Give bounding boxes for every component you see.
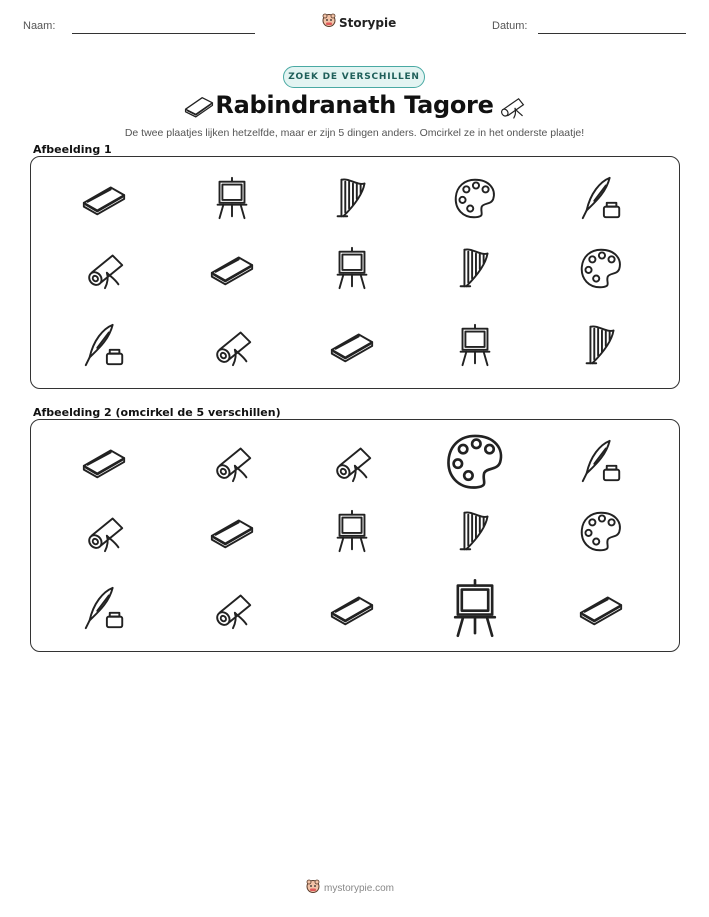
picture-1-cell-r2-c5: [577, 246, 625, 294]
palette-icon: [577, 244, 625, 297]
picture-2-cell-r1-c4[interactable]: [442, 430, 508, 496]
easel-icon: [208, 174, 256, 227]
date-label: Datum:: [492, 20, 528, 32]
harp-icon: [577, 321, 625, 374]
picture-1-cell-r1-c2: [208, 176, 256, 224]
easel-icon: [328, 507, 376, 560]
picture-1-cell-r3-c1: [80, 323, 128, 371]
palette-icon: [577, 507, 625, 560]
easel-icon: [328, 244, 376, 297]
picture-2-cell-r2-c4[interactable]: [451, 509, 499, 557]
book-icon: [208, 507, 256, 560]
picture-2-cell-r2-c5[interactable]: [577, 509, 625, 557]
harp-icon: [451, 244, 499, 297]
scroll-icon: [208, 321, 256, 374]
storypie-mascot-icon: [322, 13, 336, 32]
footer: [306, 879, 394, 898]
book-icon: [328, 321, 376, 374]
picture-1-label: Afbeelding 1: [33, 143, 112, 156]
harp-icon: [451, 507, 499, 560]
picture-1-cell-r1-c4: [451, 176, 499, 224]
quill-inkwell-icon: [577, 437, 625, 490]
book-icon: [80, 174, 128, 227]
picture-2-cell-r1-c3[interactable]: [328, 439, 376, 487]
scroll-icon: [80, 507, 128, 560]
picture-2-cell-r3-c2[interactable]: [208, 586, 256, 634]
picture-2-cell-r1-c2[interactable]: [208, 439, 256, 487]
palette-icon: [442, 428, 508, 499]
picture-1-cell-r2-c4: [451, 246, 499, 294]
scroll-icon: [208, 584, 256, 637]
scroll-icon: [328, 437, 376, 490]
picture-1-cell-r3-c3: [328, 323, 376, 371]
picture-2-cell-r1-c1[interactable]: [80, 439, 128, 487]
picture-1-cell-r2-c3: [328, 246, 376, 294]
book-icon: [208, 244, 256, 297]
quill-inkwell-icon: [80, 584, 128, 637]
picture-1-cell-r1-c5: [577, 176, 625, 224]
scroll-icon: [80, 244, 128, 297]
picture-2-cell-r3-c4[interactable]: [442, 577, 508, 643]
picture-1-cell-r2-c1: [80, 246, 128, 294]
activity-badge: ZOEK DE VERSCHILLEN: [283, 66, 425, 88]
palette-icon: [451, 174, 499, 227]
brand-name: Storypie: [339, 15, 397, 30]
picture-2-label: Afbeelding 2 (omcirkel de 5 verschillen): [33, 406, 281, 419]
picture-2-cell-r1-c5[interactable]: [577, 439, 625, 487]
scroll-icon: [208, 437, 256, 490]
book-icon: [80, 437, 128, 490]
picture-2-cell-r2-c3[interactable]: [328, 509, 376, 557]
quill-inkwell-icon: [577, 174, 625, 227]
name-field-line[interactable]: [72, 33, 255, 34]
brand-logo: [322, 13, 396, 32]
name-label: Naam:: [23, 20, 56, 32]
picture-2-cell-r2-c1[interactable]: [80, 509, 128, 557]
easel-icon: [442, 575, 508, 646]
picture-1-cell-r1-c3: [328, 176, 376, 224]
book-icon: [328, 584, 376, 637]
picture-1-cell-r2-c2: [208, 246, 256, 294]
picture-1-panel: [30, 156, 680, 389]
picture-2-cell-r2-c2[interactable]: [208, 509, 256, 557]
picture-2-panel[interactable]: [30, 419, 680, 652]
quill-inkwell-icon: [80, 321, 128, 374]
picture-1-cell-r3-c5: [577, 323, 625, 371]
easel-icon: [451, 321, 499, 374]
storypie-mascot-icon: [306, 879, 320, 898]
instructions: De twee plaatjes lijken hetzelfde, maar er zijn 5 dingen anders. Omcirkel ze in het onderste plaatje!: [124, 127, 585, 139]
page-title: Rabindranath Tagore: [215, 91, 494, 119]
scroll-icon: [497, 94, 527, 123]
picture-2-cell-r3-c5[interactable]: [577, 586, 625, 634]
picture-2-cell-r3-c1[interactable]: [80, 586, 128, 634]
picture-1-cell-r1-c1: [80, 176, 128, 224]
footer-site: mystorypie.com: [324, 883, 395, 894]
picture-2-cell-r3-c3[interactable]: [328, 586, 376, 634]
book-icon: [577, 584, 625, 637]
picture-1-cell-r3-c4: [451, 323, 499, 371]
harp-icon: [328, 174, 376, 227]
picture-1-cell-r3-c2: [208, 323, 256, 371]
date-field-line[interactable]: [538, 33, 686, 34]
